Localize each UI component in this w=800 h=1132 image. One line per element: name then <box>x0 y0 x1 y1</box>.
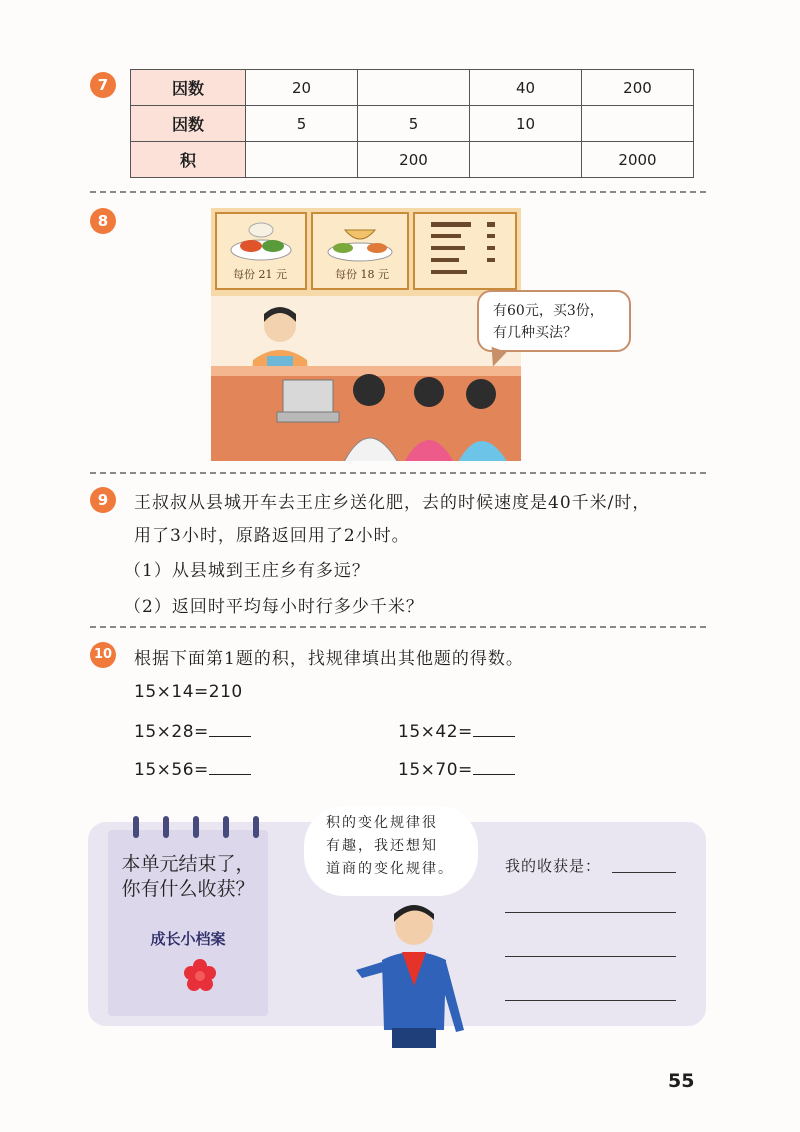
menu-panel-2 <box>311 212 409 290</box>
question-number-7: 7 <box>90 72 116 98</box>
answer-blank[interactable] <box>473 758 515 775</box>
answer-blank[interactable] <box>473 720 515 737</box>
meal-bowl-icon <box>313 216 407 266</box>
eq-text: 15×28= <box>134 722 209 742</box>
table-cell: 5 <box>246 106 358 142</box>
menu-panel-1 <box>215 212 307 290</box>
note-title-line-2: 你有什么收获？ <box>121 878 255 900</box>
table-row <box>131 142 694 178</box>
note-title-line-1: 本单元结束了， <box>121 853 255 875</box>
table-cell <box>246 142 358 178</box>
q10-eq-4 <box>398 758 515 780</box>
menu-panel-3 <box>413 212 517 290</box>
answer-line[interactable] <box>505 1000 676 1001</box>
price-label-2: 每份 18 元 <box>335 268 389 281</box>
question-number-8: 8 <box>90 208 116 234</box>
q10-example: 15×14=210 <box>134 682 243 702</box>
thought-line-3: 道商的变化规律。 <box>326 861 454 877</box>
price-label-1: 每份 21 元 <box>233 268 287 281</box>
menu-list-icon <box>415 214 515 288</box>
canteen-illustration <box>211 208 521 461</box>
thought-line-2: 有趣，我还想知 <box>326 838 438 854</box>
row-header: 因数 <box>131 70 246 106</box>
table-row <box>131 106 694 142</box>
table-cell: 2000 <box>582 142 694 178</box>
eq-text: 15×56= <box>134 760 209 780</box>
table-cell <box>582 106 694 142</box>
answer-line[interactable] <box>505 912 676 913</box>
table-cell: 200 <box>358 142 470 178</box>
eq-text: 15×42= <box>398 722 473 742</box>
eq-text: 15×70= <box>398 760 473 780</box>
ring-binder <box>163 816 169 838</box>
q10-eq-3 <box>134 758 251 780</box>
ring-binder <box>253 816 259 838</box>
answer-line[interactable] <box>505 956 676 957</box>
table-cell <box>358 70 470 106</box>
question-number-9: 9 <box>90 487 116 513</box>
table-row <box>131 70 694 106</box>
q10-eq-1 <box>134 720 251 742</box>
q9-sub-1: （1）从县城到王庄乡有多远？ <box>124 561 370 581</box>
q9-sub-2: （2）返回时平均每小时行多少千米？ <box>124 597 424 617</box>
thought-line-1: 积的变化规律很 <box>326 815 438 831</box>
thought-text <box>326 812 466 881</box>
answer-blank[interactable] <box>209 720 251 737</box>
page-number: 55 <box>668 1070 695 1092</box>
table-cell: 10 <box>470 106 582 142</box>
speech-bubble <box>477 290 631 352</box>
table-cell: 20 <box>246 70 358 106</box>
bubble-line-2: 有几种买法？ <box>493 325 577 341</box>
table-cell: 40 <box>470 70 582 106</box>
row-header: 积 <box>131 142 246 178</box>
divider <box>90 191 706 193</box>
table-cell <box>470 142 582 178</box>
children-figures-icon <box>331 368 521 461</box>
q9-line-1: 王叔叔从县城开车去王庄乡送化肥，去的时候速度是40千米/时， <box>134 493 651 513</box>
table-cell: 5 <box>358 106 470 142</box>
table-cell: 200 <box>582 70 694 106</box>
bubble-line-1: 有60元，买3份， <box>493 303 604 319</box>
meal-plate-icon <box>217 216 305 266</box>
row-header: 因数 <box>131 106 246 142</box>
answer-blank[interactable] <box>209 758 251 775</box>
ring-binder <box>133 816 139 838</box>
factor-product-table <box>130 69 694 178</box>
flower-icon <box>183 958 217 992</box>
q10-eq-2 <box>398 720 515 742</box>
q9-line-2: 用了3小时，原路返回用了2小时。 <box>134 526 410 546</box>
q10-prompt: 根据下面第1题的积，找规律填出其他题的得数。 <box>134 649 524 669</box>
divider <box>90 626 706 628</box>
question-number-10: 10 <box>90 642 116 668</box>
growth-file-title: 成长小档案 <box>150 930 226 948</box>
divider <box>90 472 706 474</box>
answer-line[interactable] <box>612 872 676 873</box>
ring-binder <box>223 816 229 838</box>
harvest-label: 我的收获是： <box>505 857 602 875</box>
student-figure-icon <box>352 900 472 1050</box>
ring-binder <box>193 816 199 838</box>
